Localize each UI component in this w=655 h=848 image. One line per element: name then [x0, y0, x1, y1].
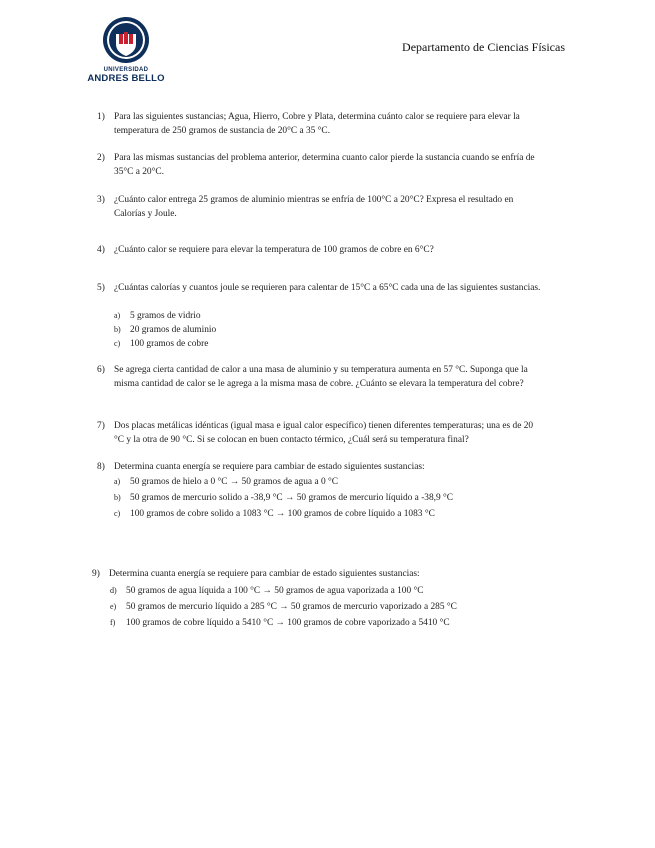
question-6 — [97, 364, 542, 391]
question-number: 9) — [92, 569, 100, 579]
item-letter: c) — [114, 339, 121, 348]
list-item — [114, 323, 216, 338]
question-text: Dos placas metálicas idénticas (igual masa e igual calor específico) tienen diferentes temperaturas; una es de 20 °C y la otra de 90 °C. Si se colocan en buen contacto térmico, ¿Cuál será su temperatura final? — [114, 421, 534, 445]
question-text: ¿Cuánto calor entrega 25 gramos de aluminio mientras se enfría de 100°C a 20°C? Expresa el resultado en Calorías y Joule. — [114, 195, 514, 219]
question-4 — [97, 244, 542, 258]
question-number: 3) — [97, 195, 105, 205]
list-item — [110, 616, 450, 631]
item-text: 50 gramos de mercurio solido a -38,9 °C → 50 gramos de mercurio líquido a -38,9 °C — [130, 493, 454, 503]
list-item — [114, 507, 435, 522]
question-text: Para las mismas sustancias del problema anterior, determina cuanto calor pierde la sustancia cuando se enfría de 35°C a 20°C. — [114, 153, 535, 177]
item-letter: c) — [114, 509, 121, 518]
question-number: 7) — [97, 421, 105, 431]
question-3 — [97, 194, 542, 221]
question-text: ¿Cuánto calor se requiere para elevar la temperatura de 100 gramos de cobre en 6°C? — [114, 245, 434, 255]
question-2 — [97, 152, 542, 179]
list-item — [114, 337, 208, 352]
list-item — [110, 584, 424, 599]
question-8 — [97, 461, 542, 475]
question-number: 6) — [97, 365, 105, 375]
list-item — [114, 309, 201, 324]
question-text: Se agrega cierta cantidad de calor a una masa de aluminio y su temperatura aumenta en 57 °C. Suponga que la misma cantidad de calor se le agrega a la misma masa de cobre. ¿Cuánto se elevara la temperatura del cobre? — [114, 365, 528, 389]
question-7 — [97, 420, 542, 447]
department-title: Departamento de Ciencias Físicas — [402, 40, 565, 54]
item-letter: f) — [110, 618, 116, 627]
item-text: 100 gramos de cobre solido a 1083 °C → 100 gramos de cobre líquido a 1083 °C — [130, 509, 435, 519]
question-number: 1) — [97, 112, 105, 122]
question-1 — [97, 111, 542, 138]
question-number: 4) — [97, 245, 105, 255]
item-text: 50 gramos de mercurio líquido a 285 °C → 50 gramos de mercurio vaporizado a 285 °C — [126, 602, 457, 612]
question-text: Para las siguientes sustancias; Agua, Hierro, Cobre y Plata, determina cuánto calor se requiere para elevar la temperatura de 250 gramos de sustancia de 20°C a 35 °C. — [114, 112, 520, 136]
question-9 — [92, 568, 537, 582]
question-5 — [97, 282, 542, 296]
item-letter: b) — [114, 325, 121, 334]
item-text: 100 gramos de cobre — [130, 339, 209, 349]
question-number: 5) — [97, 283, 105, 293]
question-text: Determina cuanta energía se requiere para cambiar de estado siguientes sustancias: — [109, 569, 420, 579]
question-number: 8) — [97, 462, 105, 472]
list-item — [114, 491, 453, 506]
item-letter: b) — [114, 493, 121, 502]
item-letter: a) — [114, 311, 121, 320]
item-text: 50 gramos de hielo a 0 °C → 50 gramos de agua a 0 °C — [130, 477, 338, 487]
item-text: 50 gramos de agua líquida a 100 °C → 50 gramos de agua vaporizada a 100 °C — [126, 586, 424, 596]
item-letter: a) — [114, 477, 121, 486]
list-item — [110, 600, 457, 615]
item-letter: d) — [110, 586, 117, 595]
item-text: 20 gramos de aluminio — [130, 325, 217, 335]
question-text: ¿Cuántas calorías y cuantos joule se requieren para calentar de 15°C a 65°C cada una de las siguientes sustancias. — [114, 283, 541, 293]
question-text: Determina cuanta energía se requiere para cambiar de estado siguientes sustancias: — [114, 462, 425, 472]
logo-text-andres-bello: ANDRES BELLO — [87, 73, 165, 84]
item-letter: e) — [110, 602, 117, 611]
question-number: 2) — [97, 153, 105, 163]
item-text: 100 gramos de cobre líquido a 5410 °C → 100 gramos de cobre vaporizado a 5410 °C — [126, 618, 450, 628]
list-item — [114, 475, 338, 490]
logo-text-universidad: UNIVERSIDAD — [103, 67, 149, 73]
item-text: 5 gramos de vidrio — [130, 311, 201, 321]
